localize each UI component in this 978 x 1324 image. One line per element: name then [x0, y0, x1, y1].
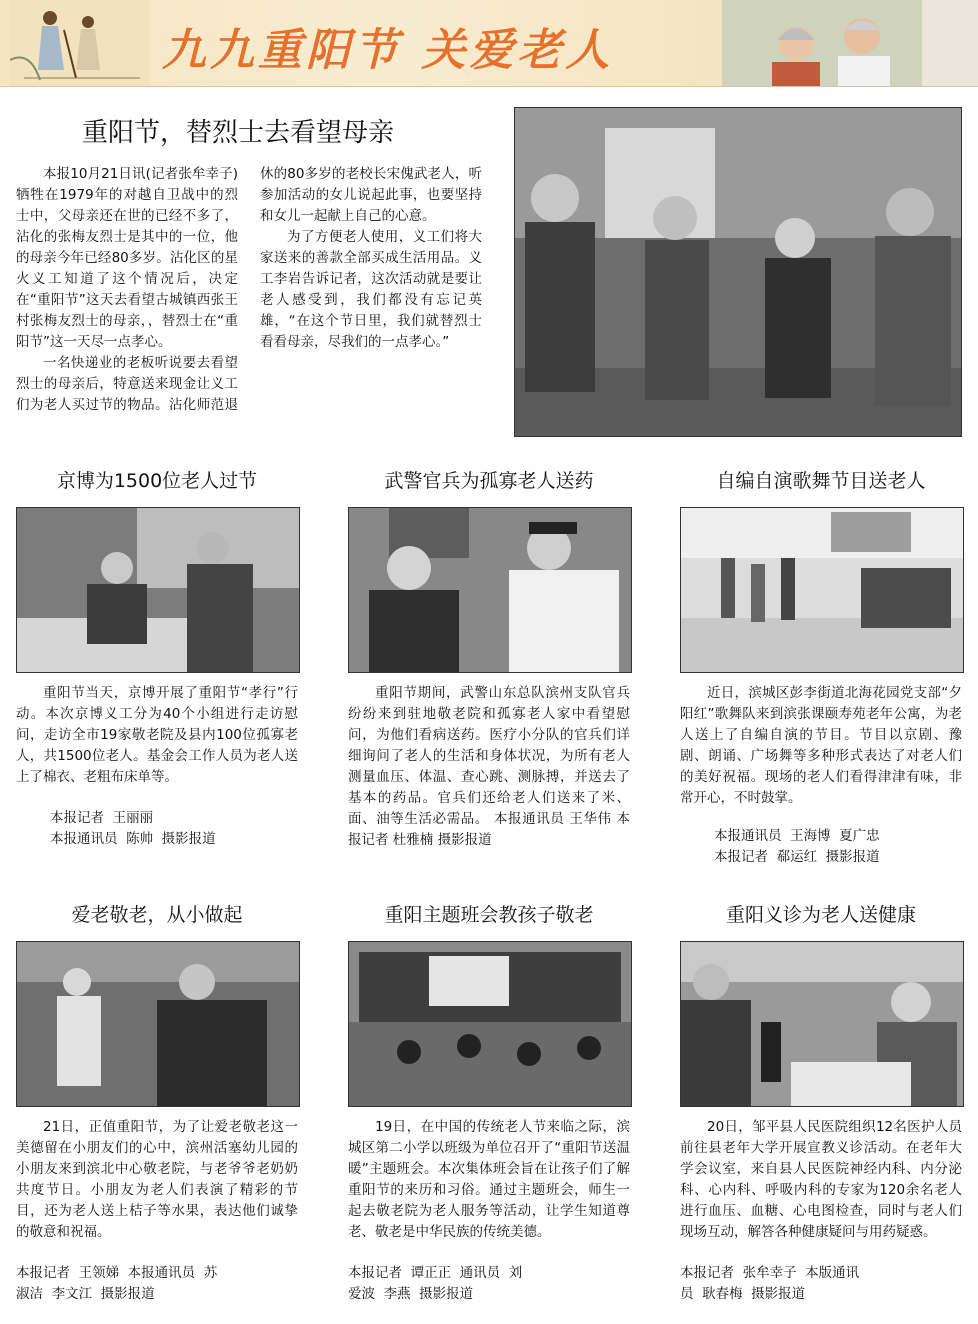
dance-performance-image — [681, 508, 963, 672]
story-photo — [348, 507, 632, 673]
story-text: 重阳节期间，武警山东总队滨州支队官兵纷纷来到驻地敬老院和孤寡老人家中看望慰问，为他们看病送药。医疗小分队的官兵们详细询问了老人的生活和身体状况，为所有老人测量血压、体温、查心跳、测脉搏，并送去了基本的药品。官兵们还给老人们送来了米、面、油等生活必需品。 本报通讯员 王华伟 本报记者 杜雅楠 摄影报道 — [348, 685, 630, 848]
story-byline: 本报通讯员 王海博 夏广忠 本报记者 郗运红 摄影报道 — [714, 828, 880, 865]
elderly-couple-photo — [722, 0, 978, 86]
story-photo — [680, 507, 964, 673]
free-clinic-checkup-image — [681, 942, 963, 1106]
lead-paragraph: 本报10月21日讯(记者张牟幸子) 牺牲在1979年的对越自卫战中的烈士中，父母亲还在世的已经不多了，沾化的张梅友烈士是其中的一位，他的母亲今年已经80多岁。沾化区的星火义工知道了这个情况后，决定在“重阳节”这天去看望古城镇西张王村张梅友烈士的母亲，，替烈士在“重阳节”这一天尽一点孝心。 — [16, 166, 238, 350]
lead-paragraph: 为了方便老人使用，义工们将大家送来的善款全部买成生活用品。义工李岩告诉记者，这次活动就是要让老人感受到，我们都没有忘记英雄，“在这个节日里，我们就替烈士看看母亲，尽我们的一点孝心。” — [260, 229, 482, 350]
children-with-elders-image — [17, 942, 299, 1106]
story-title: 爱老敬老，从小做起 — [71, 904, 243, 926]
story-title: 武警官兵为孤寡老人送药 — [384, 470, 594, 492]
lead-photo — [514, 107, 962, 437]
story-text: 重阳节当天，京博开展了重阳节“孝行”行动。本次京博义工分为40个小组进行走访慰问，走访全市19家敬老院及县内100位孤寡老人，共1500位老人。基金会工作人员为老人送上了棉衣、老粗布床单等。 — [16, 685, 298, 785]
lead-article-body — [16, 164, 482, 434]
classroom-theme-meeting-image — [349, 942, 631, 1106]
story-body — [680, 1117, 962, 1243]
volunteer-visiting-elder-image — [17, 508, 299, 672]
story-text: 19日，在中国的传统老人节来临之际，滨城区第二小学以班级为单位召开了“重阳节送温暖”主题班会。本次集体班会旨在让孩子们了解重阳节的来历和习俗。通过主题班会，师生一起去敬老院为老人服务等活动，让学生知道尊老、敬老是中华民族的传统美德。 — [348, 1119, 630, 1240]
story-photo — [348, 941, 632, 1107]
story-title: 重阳主题班会教孩子敬老 — [384, 904, 594, 926]
banner — [0, 0, 978, 87]
volunteers-visiting-mother-image — [515, 108, 961, 436]
soldier-giving-medicine-image — [349, 508, 631, 672]
story-body — [16, 1117, 298, 1243]
lead-paragraph: 一名快递业的老板听说要去看望烈士的母亲后，特意送来现金让义工们为老人买过节的物品。沾化师范退休的80多岁的老校长宋傀武老人，听参加活动的女儿说起此事，也要坚持和女儿一起献上自己的心意。 — [16, 166, 482, 413]
story-text: 近日，滨城区彭李街道北海花园党支部“夕阳红”歌舞队来到滨张课颐寿苑老年公寓，为老人送上了自编自演的节目。节目以京剧、豫剧、朗诵、广场舞等多种形式表达了对老人们的美好祝福。现场的老人们看得津津有味，非常开心，不时鼓掌。 — [680, 685, 962, 806]
story-body — [348, 683, 630, 851]
story-text: 20日，邹平县人民医院组织12名医护人员前往县老年大学开展宣教义诊活动。在老年大学会议室，来自县人民医院神经内科、内分泌科、心内科、呼吸内科的专家为120余名老人进行血压、血糖、心电图检查，同时与老人们现场互动，解答各种健康疑问与用药疑惑。 — [680, 1119, 962, 1240]
story-text: 21日，正值重阳节，为了让爱老敬老这一美德留在小朋友们的心中，滨州活塞幼儿园的小朋友来到滨北中心敬老院，与老爷爷老奶奶共度节日。小朋友为老人们表演了精彩的节目，还为老人送上桔子等水果，表达他们诚挚的敬意和祝福。 — [16, 1119, 298, 1240]
story-title: 京博为1500位老人过节 — [56, 470, 258, 492]
banner-title: 九九重阳节 关爱老人 — [162, 25, 614, 76]
story-title: 重阳义诊为老人送健康 — [725, 904, 916, 926]
story-body — [16, 683, 298, 788]
story-photo — [16, 941, 300, 1107]
story-title: 自编自演歌舞节目送老人 — [716, 470, 926, 492]
story-byline: 本报记者 王领娣 本报通讯员 苏 淑洁 李文江 摄影报道 — [16, 1265, 218, 1302]
story-byline: 本报记者 张牟幸子 本版通讯 员 耿春梅 摄影报道 — [680, 1265, 860, 1302]
lead-headline: 重阳节，替烈士去看望母亲 — [82, 118, 395, 148]
story-byline: 本报记者 谭正正 通讯员 刘 爱波 李燕 摄影报道 — [348, 1265, 523, 1302]
story-body — [348, 1117, 630, 1243]
story-body — [680, 683, 962, 809]
story-photo — [16, 507, 300, 673]
elderly-figures-illustration-icon — [10, 0, 150, 86]
story-photo — [680, 941, 964, 1107]
story-byline: 本报记者 王丽丽 本报通讯员 陈帅 摄影报道 — [50, 810, 216, 847]
